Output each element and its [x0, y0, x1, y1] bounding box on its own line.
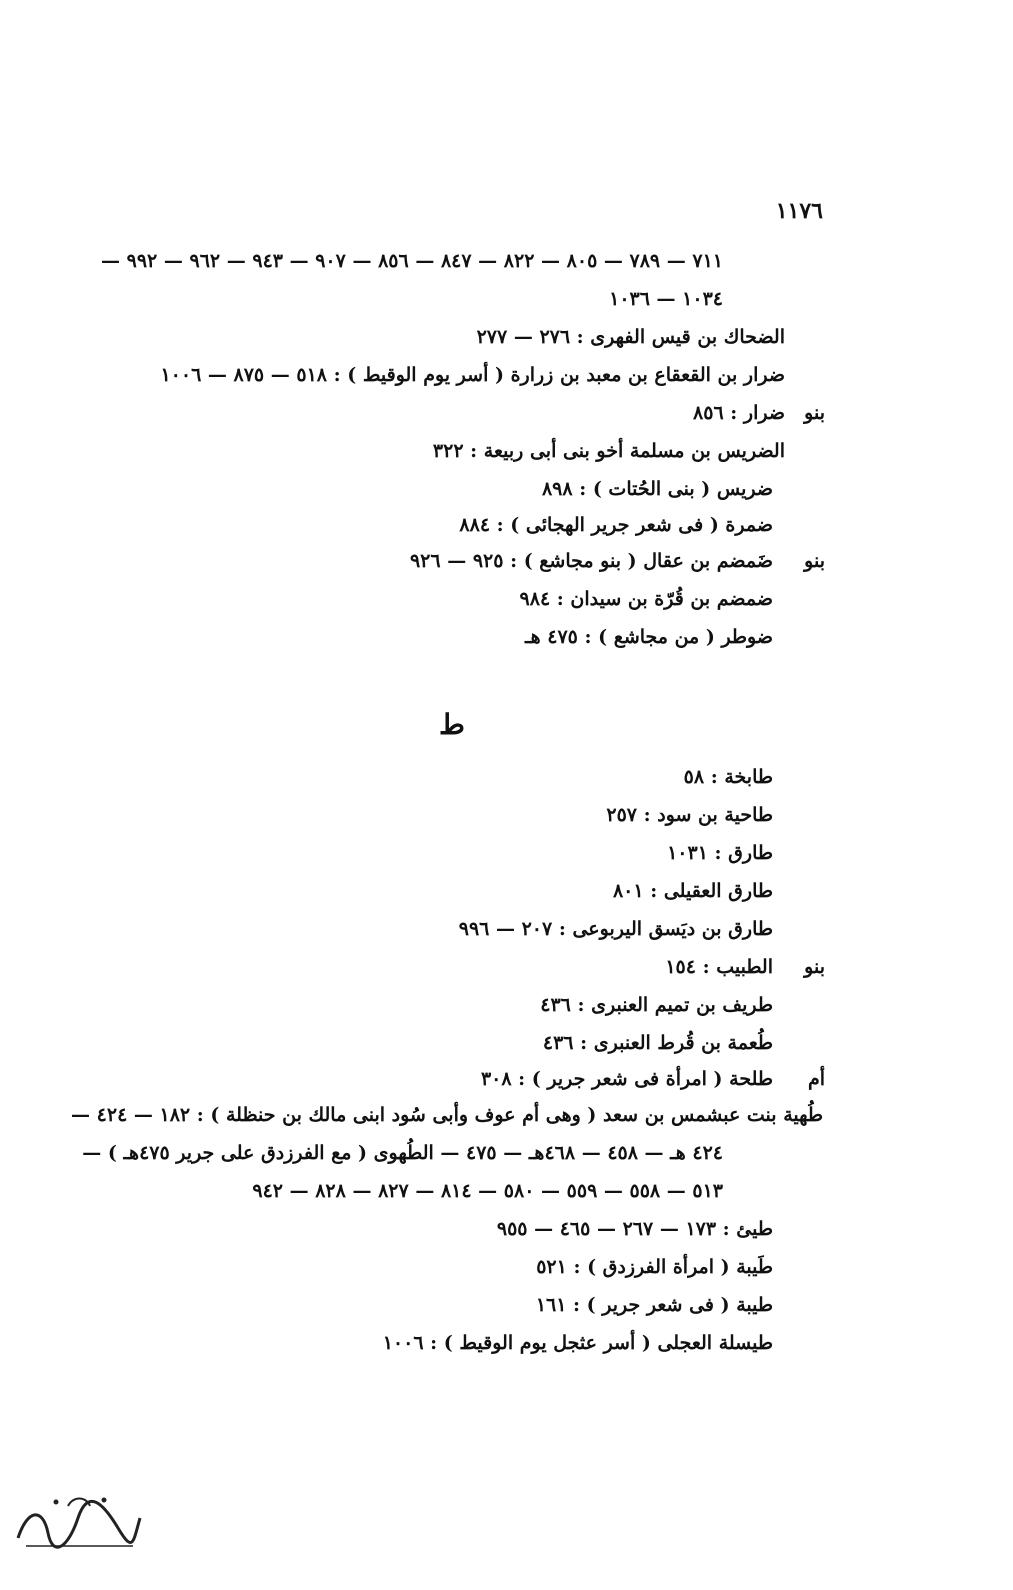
entry-line: ضوطر ( من مجاشع ) : ٤٧٥ هـ	[525, 626, 773, 648]
entry-prefix: أم	[807, 1068, 825, 1090]
entry-line: ضمرة ( فى شعر جرير الهجائى ) : ٨٨٤	[459, 514, 773, 536]
entry-line: ٤٢٤ هـ — ٤٥٨ — ٤٦٨هـ — ٤٧٥ — الطُهوى ( مع الفرزدق على جرير ٤٧٥هـ ) —	[82, 1142, 723, 1164]
entry-line: طيبة ( فى شعر جرير ) : ١٦١	[535, 1294, 773, 1316]
entry-line: ضرار : ٨٥٦	[693, 402, 785, 424]
entry-line: طارق : ١٠٣١	[667, 842, 773, 864]
entry-line: طُهية بنت عبشمس بن سعد ( وهى أم عوف وأبى سُود ابنى مالك بن حنظلة ) : ١٨٢ — ٤٢٤ —	[71, 1104, 823, 1126]
entry-line: ضمضم بن قُرّة بن سيدان : ٩٨٤	[519, 588, 773, 610]
section-letter: ط	[439, 708, 465, 741]
entry-line: طارق العقيلى : ٨٠١	[612, 880, 773, 902]
entry-line: طاحية بن سود : ٢٥٧	[606, 804, 773, 826]
entry-line: طَيبة ( امرأة الفرزدق ) : ٥٢١	[536, 1256, 773, 1278]
entry-line: طريف بن تميم العنبرى : ٤٣٦	[540, 994, 773, 1016]
entry-line: ٥١٣ — ٥٥٨ — ٥٥٩ — ٥٨٠ — ٨١٤ — ٨٢٧ — ٨٢٨ — ٩٤٢	[252, 1180, 723, 1202]
entry-line: الضحاك بن قيس الفهرى : ٢٧٦ — ٢٧٧	[476, 326, 785, 348]
entry-line: طيسلة العجلى ( أسر عثجل يوم الوقيط ) : ١٠٠٦	[382, 1332, 773, 1354]
entry-line: ضرار بن القعقاع بن معبد بن زرارة ( أسر يوم الوقيط ) : ٥١٨ — ٨٧٥ — ١٠٠٦	[160, 364, 785, 386]
entry-line: ضريس ( بنى الحُتات ) : ٨٩٨	[541, 478, 773, 500]
entry-line: ٧١١ — ٧٨٩ — ٨٠٥ — ٨٢٢ — ٨٤٧ — ٨٥٦ — ٩٠٧ — ٩٤٣ — ٩٦٢ — ٩٩٢ —	[101, 250, 723, 272]
entry-line: طُعمة بن قُرط العنبرى : ٤٣٦	[542, 1032, 773, 1054]
calligraphy-seal-icon	[8, 1488, 148, 1558]
entry-line: طلحة ( امرأة فى شعر جرير ) : ٣٠٨	[480, 1068, 773, 1090]
entry-line: طيئ : ١٧٣ — ٢٦٧ — ٤٦٥ — ٩٥٥	[496, 1218, 773, 1240]
entry-prefix: بنو	[804, 956, 825, 978]
entry-line: طابخة : ٥٨	[683, 766, 773, 788]
entry-line: الطبيب : ١٥٤	[665, 956, 773, 978]
page-number: ١١٧٦	[775, 198, 823, 224]
entry-line: ضَمضم بن عقال ( بنو مجاشع ) : ٩٢٥ — ٩٢٦	[409, 550, 773, 572]
entry-prefix: بنو	[804, 550, 825, 572]
entry-prefix: بنو	[804, 402, 825, 424]
entry-line: الضريس بن مسلمة أخو بنى أبى ربيعة : ٣٢٢	[432, 440, 785, 462]
entry-line: طارق بن ديَسق اليربوعى : ٢٠٧ — ٩٩٦	[458, 918, 773, 940]
entry-line: ١٠٣٤ — ١٠٣٦	[609, 288, 723, 310]
